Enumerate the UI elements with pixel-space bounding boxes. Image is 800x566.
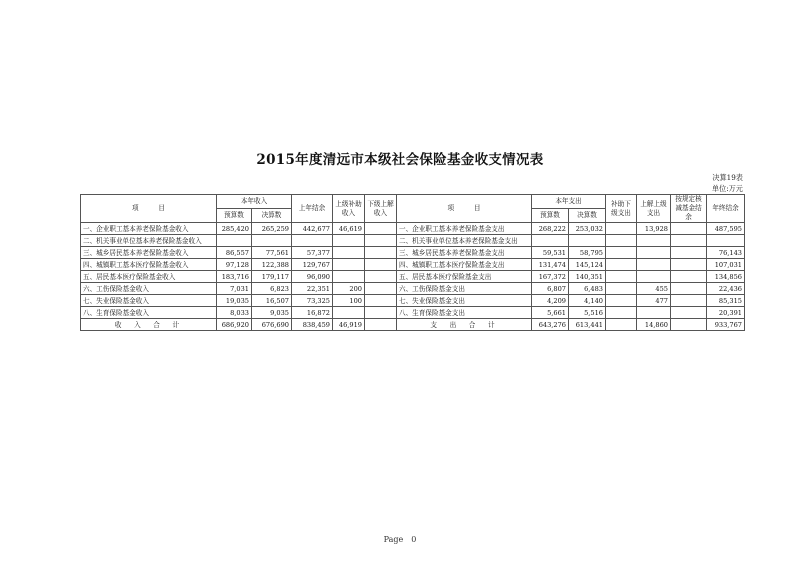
- total-cell: 676,690: [252, 319, 292, 331]
- table-cell: 200: [333, 283, 365, 295]
- table-cell: [671, 283, 707, 295]
- table-cell: 16,507: [252, 295, 292, 307]
- header-income-year: 本年收入: [217, 195, 292, 209]
- table-cell: 6,823: [252, 283, 292, 295]
- table-cell: [606, 223, 637, 235]
- table-row: [81, 271, 745, 283]
- table-cell: [637, 235, 671, 247]
- header-item-2: 项 目: [397, 195, 532, 223]
- table-cell: [671, 247, 707, 259]
- table-cell: [252, 235, 292, 247]
- total-cell: 643,276: [532, 319, 569, 331]
- table-cell: [365, 295, 397, 307]
- table-cell: [606, 307, 637, 319]
- table-cell: 四、城镇职工基本医疗保险基金收入: [81, 259, 217, 271]
- table-cell: [606, 247, 637, 259]
- table-cell: 三、城乡居民基本养老保险基金支出: [397, 247, 532, 259]
- table-row: [81, 247, 745, 259]
- table-cell: 19,035: [217, 295, 252, 307]
- report-title: 2015年度清远市本级社会保险基金收支情况表: [256, 152, 544, 168]
- table-cell: [217, 235, 252, 247]
- table-row: [81, 235, 745, 247]
- header-final: 决算数: [252, 209, 292, 223]
- table-cell: [365, 259, 397, 271]
- table-row: [81, 223, 745, 235]
- table-cell: 57,377: [292, 247, 333, 259]
- table-cell: 四、城镇职工基本医疗保险基金支出: [397, 259, 532, 271]
- table-cell: [671, 295, 707, 307]
- table-cell: [333, 271, 365, 283]
- table-cell: [606, 235, 637, 247]
- table-cell: 73,325: [292, 295, 333, 307]
- table-cell: 20,391: [707, 307, 745, 319]
- total-row: [81, 319, 745, 331]
- table-cell: 167,372: [532, 271, 569, 283]
- table-cell: 一、企业职工基本养老保险基金收入: [81, 223, 217, 235]
- header-final-2: 决算数: [569, 209, 606, 223]
- table-cell: [365, 247, 397, 259]
- table-cell: [333, 307, 365, 319]
- table-cell: 5,661: [532, 307, 569, 319]
- table-cell: 179,117: [252, 271, 292, 283]
- total-cell: 支 出 合 计: [397, 319, 532, 331]
- unit-label: 单位:万元: [711, 184, 743, 193]
- table-cell: 4,209: [532, 295, 569, 307]
- table-cell: [365, 307, 397, 319]
- table-row: [81, 283, 745, 295]
- header-upper-subsidy: 上级补助收入: [333, 195, 365, 223]
- table-cell: [637, 259, 671, 271]
- table-cell: 86,557: [217, 247, 252, 259]
- table-row: [81, 259, 745, 271]
- table-cell: 46,619: [333, 223, 365, 235]
- table-cell: [292, 235, 333, 247]
- total-cell: [606, 319, 637, 331]
- table-cell: 85,315: [707, 295, 745, 307]
- table-cell: [606, 271, 637, 283]
- table-cell: 134,856: [707, 271, 745, 283]
- table-cell: 二、机关事业单位基本养老保险基金收入: [81, 235, 217, 247]
- header-year-end: 年终结余: [707, 195, 745, 223]
- header-prev-balance: 上年结余: [292, 195, 333, 223]
- table-cell: 七、失业保险基金收入: [81, 295, 217, 307]
- table-cell: [365, 235, 397, 247]
- table-cell: 22,436: [707, 283, 745, 295]
- table-cell: [606, 259, 637, 271]
- table-cell: 6,807: [532, 283, 569, 295]
- table-cell: 七、失业保险基金支出: [397, 295, 532, 307]
- table-cell: [333, 235, 365, 247]
- table-cell: [671, 271, 707, 283]
- total-cell: 46,919: [333, 319, 365, 331]
- table-cell: [671, 259, 707, 271]
- table-cell: 268,222: [532, 223, 569, 235]
- total-cell: 收 入 合 计: [81, 319, 217, 331]
- fund-table: [80, 194, 745, 331]
- table-number: 决算19表: [712, 173, 743, 182]
- table-cell: 77,561: [252, 247, 292, 259]
- table-cell: 一、企业职工基本养老保险基金支出: [397, 223, 532, 235]
- table-cell: [532, 235, 569, 247]
- table-cell: 二、机关事业单位基本养老保险基金支出: [397, 235, 532, 247]
- table-cell: 八、生育保险基金支出: [397, 307, 532, 319]
- table-cell: 六、工伤保险基金收入: [81, 283, 217, 295]
- total-cell: 613,441: [569, 319, 606, 331]
- table-cell: [333, 247, 365, 259]
- table-body: [81, 223, 745, 331]
- table-cell: 八、生育保险基金收入: [81, 307, 217, 319]
- header-remit-upper: 上解上级支出: [637, 195, 671, 223]
- table-cell: 58,795: [569, 247, 606, 259]
- header-lower-remit: 下级上解收入: [365, 195, 397, 223]
- header-subsidy-lower: 补助下级支出: [606, 195, 637, 223]
- table-cell: 253,032: [569, 223, 606, 235]
- table-cell: 96,090: [292, 271, 333, 283]
- table-cell: 22,351: [292, 283, 333, 295]
- table-cell: 五、居民基本医疗保险基金支出: [397, 271, 532, 283]
- table-cell: 455: [637, 283, 671, 295]
- table-cell: 4,140: [569, 295, 606, 307]
- table-cell: 442,677: [292, 223, 333, 235]
- table-cell: 76,143: [707, 247, 745, 259]
- table-cell: 9,035: [252, 307, 292, 319]
- table-cell: 13,928: [637, 223, 671, 235]
- table-cell: 六、工伤保险基金支出: [397, 283, 532, 295]
- table-cell: 145,124: [569, 259, 606, 271]
- header-item: 项 目: [81, 195, 217, 223]
- header-budget: 预算数: [217, 209, 252, 223]
- table-cell: [606, 283, 637, 295]
- table-cell: [707, 235, 745, 247]
- table-cell: 五、居民基本医疗保险基金收入: [81, 271, 217, 283]
- total-cell: 686,920: [217, 319, 252, 331]
- table-cell: 285,420: [217, 223, 252, 235]
- table-cell: [365, 271, 397, 283]
- table-cell: [365, 283, 397, 295]
- header-budget-2: 预算数: [532, 209, 569, 223]
- table-cell: [671, 235, 707, 247]
- table-cell: 100: [333, 295, 365, 307]
- table-cell: 107,031: [707, 259, 745, 271]
- table-cell: 140,351: [569, 271, 606, 283]
- table-cell: [671, 223, 707, 235]
- table-cell: [569, 235, 606, 247]
- header-expense-year: 本年支出: [532, 195, 606, 209]
- header-row-1: [81, 195, 745, 209]
- table-cell: [637, 271, 671, 283]
- table-cell: 487,595: [707, 223, 745, 235]
- table-cell: 三、城乡居民基本养老保险基金收入: [81, 247, 217, 259]
- table-cell: [637, 247, 671, 259]
- table-cell: 183,716: [217, 271, 252, 283]
- total-cell: 933,767: [707, 319, 745, 331]
- table-row: [81, 307, 745, 319]
- table-cell: 16,872: [292, 307, 333, 319]
- page-number: Page 0: [383, 535, 417, 544]
- table-cell: [333, 259, 365, 271]
- table-cell: 8,033: [217, 307, 252, 319]
- header-approved-deduction: 按规定核减基金结余: [671, 195, 707, 223]
- table-cell: [365, 223, 397, 235]
- total-cell: [671, 319, 707, 331]
- table-cell: 7,031: [217, 283, 252, 295]
- total-cell: [365, 319, 397, 331]
- table-cell: 6,483: [569, 283, 606, 295]
- table-cell: 129,767: [292, 259, 333, 271]
- table-row: [81, 295, 745, 307]
- table-cell: [671, 307, 707, 319]
- table-cell: 131,474: [532, 259, 569, 271]
- total-cell: 838,459: [292, 319, 333, 331]
- table-cell: 122,388: [252, 259, 292, 271]
- table-cell: 59,531: [532, 247, 569, 259]
- table-cell: 477: [637, 295, 671, 307]
- table-cell: [637, 307, 671, 319]
- table-cell: 97,128: [217, 259, 252, 271]
- table-cell: 5,516: [569, 307, 606, 319]
- table-cell: [606, 295, 637, 307]
- table-cell: 265,259: [252, 223, 292, 235]
- total-cell: 14,860: [637, 319, 671, 331]
